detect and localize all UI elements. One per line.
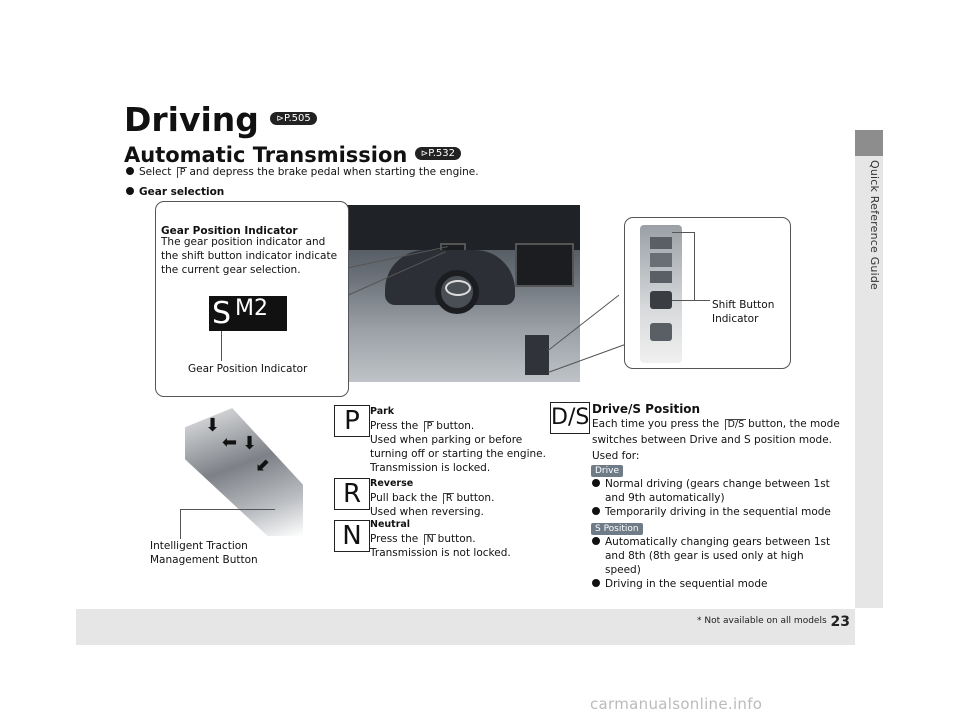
gear-selection-bullet: Gear selection [126,186,224,198]
reverse-description: Reverse Pull back the R button. Used when reversing. [370,478,495,518]
bullet-icon [126,167,134,175]
center-display [515,243,574,287]
page-title [124,100,317,139]
callout-heading: Gear Position Indicator [161,225,298,237]
s-position-badge: S Position [591,523,643,535]
gear-indicator-label: Gear Position Indicator [188,363,308,375]
shift-console [525,335,549,375]
page-number: 23 [830,614,850,630]
section-title-text: Automatic Transmission [124,143,408,167]
title-page-ref[interactable] [270,112,316,125]
section-label: Quick Reference Guide [868,160,881,290]
gear-display-m2: M2 [235,296,268,321]
park-description: Park Press the P button. Used when parking or before turning off or starting the engine. Transmission is locked. [370,406,546,474]
subtitle-ref-text: P.532 [428,147,455,159]
shift-button-label-1: Shift Button [712,299,775,311]
key-p-icon: P [424,421,435,432]
diagonal-arrow-icon: ⬋ [255,455,271,476]
ref-arrow-icon: ⊳ [276,114,284,124]
subtitle-page-ref[interactable] [415,147,461,160]
ds-description: Each time you press the D/S button, the mode switches between Drive and S position mode. Used for: [592,418,840,462]
console-photo [185,408,303,536]
neutral-letter-icon: N [334,520,370,552]
footnote: * Not available on all models [697,616,827,626]
side-tab-marker [855,130,883,156]
section-title [124,143,461,167]
down-arrow-icon: ⬇ [242,433,258,454]
neutral-description: Neutral Press the N button. Transmission is not locked. [370,519,511,559]
ref-arrow-icon: ⊳ [420,148,429,159]
key-ds-icon: D/S [725,419,747,430]
logo-icon [445,280,471,296]
bullet-icon [592,537,600,545]
down-arrow-icon: ⬇ [205,415,221,436]
itm-label-1: Intelligent Traction [150,540,248,552]
footer-bar [76,609,855,645]
drive-badge: Drive [591,465,623,477]
gear-display [209,296,287,331]
callout-text: The gear position indicator and the shift button indicator indicate the current gear selection. [161,236,338,276]
dashboard-photo [340,205,580,382]
drive-list: Normal driving (gears change between 1st and 9th automatically) Temporarily driving in the sequential mode [592,477,842,519]
bullet-icon [592,507,600,515]
bullet-icon [126,187,134,195]
page-title-text: Driving [124,100,259,139]
gear-display-s: S [212,296,232,331]
ds-title: Drive/S Position [592,402,701,416]
watermark: carmanualsonline.info [590,695,763,713]
park-letter-icon: P [334,405,370,437]
key-p-icon: P [177,167,188,178]
s-position-list: Automatically changing gears between 1st and 8th (8th gear is used only at high speed) Driving in the sequential mode [592,535,842,591]
shift-buttons-photo [640,225,682,363]
bullet-icon [592,579,600,587]
bullet-icon [592,479,600,487]
ds-letter-icon: D/S [550,402,590,434]
shift-button-label-2: Indicator [712,313,759,325]
reverse-letter-icon: R [334,478,370,510]
intro-bullet: Select P and depress the brake pedal when starting the engine. [126,166,479,178]
key-n-icon: N [424,534,436,545]
left-arrow-icon: ⬅ [222,432,238,453]
itm-label-2: Management Button [150,554,258,566]
key-r-icon: R [443,493,455,504]
title-ref-text: P.505 [283,113,311,124]
